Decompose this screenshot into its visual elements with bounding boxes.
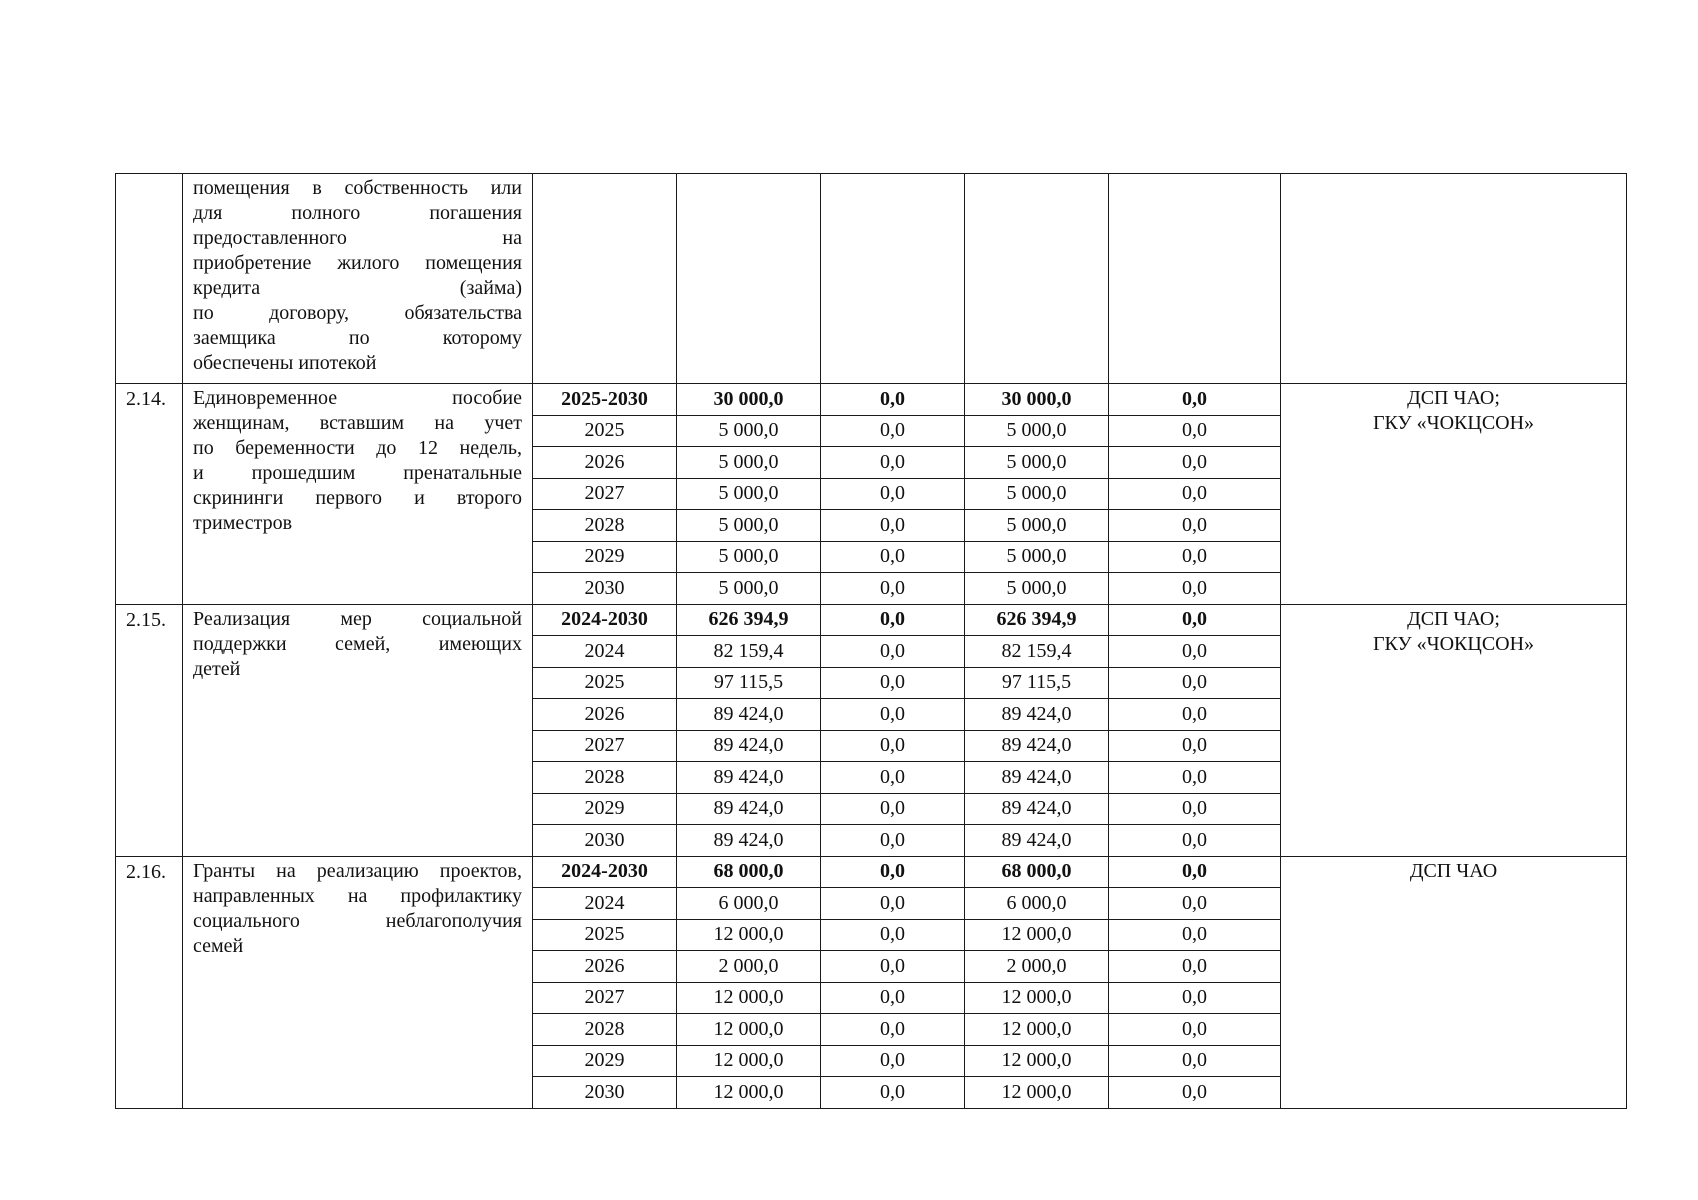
program-activities-table: [115, 173, 1627, 1109]
year-cell: 2025: [533, 667, 677, 699]
year-cell: 2029: [533, 1045, 677, 1077]
other-sources-cell: 0,0: [1109, 541, 1281, 573]
year-cell: 2029: [533, 793, 677, 825]
district-budget-cell: 626 394,9: [965, 604, 1109, 636]
year-cell: 2024-2030: [533, 604, 677, 636]
district-budget-cell: 89 424,0: [965, 793, 1109, 825]
federal-budget-cell: 0,0: [821, 573, 965, 605]
district-budget-cell: 12 000,0: [965, 919, 1109, 951]
federal-budget-cell: 0,0: [821, 825, 965, 857]
total-cell: 12 000,0: [677, 919, 821, 951]
district-budget-cell: 89 424,0: [965, 825, 1109, 857]
district-budget-cell: 12 000,0: [965, 1045, 1109, 1077]
total-cell: 30 000,0: [677, 384, 821, 416]
total-cell: 2 000,0: [677, 951, 821, 983]
other-sources-cell: 0,0: [1109, 604, 1281, 636]
other-sources-cell: 0,0: [1109, 919, 1281, 951]
district-budget-cell: 2 000,0: [965, 951, 1109, 983]
federal-budget-cell: 0,0: [821, 415, 965, 447]
federal-budget-cell: 0,0: [821, 1014, 965, 1046]
district-budget-cell: 5 000,0: [965, 573, 1109, 605]
description-line: семей: [193, 934, 244, 957]
total-cell: 12 000,0: [677, 1045, 821, 1077]
district-budget-cell: 97 115,5: [965, 667, 1109, 699]
continuation-description: [183, 174, 533, 384]
district-budget-cell: 5 000,0: [965, 510, 1109, 542]
executor-cell: [1281, 604, 1627, 856]
other-sources-cell: 0,0: [1109, 1045, 1281, 1077]
federal-budget-cell: 0,0: [821, 1045, 965, 1077]
description-line: скрининги первого и второго: [193, 487, 522, 509]
federal-budget-cell: 0,0: [821, 856, 965, 888]
year-cell: 2026: [533, 951, 677, 983]
empty-cell: [677, 174, 821, 384]
other-sources-cell: 0,0: [1109, 888, 1281, 920]
description-line: обеспечены ипотекой: [193, 352, 377, 374]
total-cell: 89 424,0: [677, 825, 821, 857]
other-sources-cell: 0,0: [1109, 478, 1281, 510]
district-budget-cell: 5 000,0: [965, 447, 1109, 479]
district-budget-cell: 89 424,0: [965, 762, 1109, 794]
federal-budget-cell: 0,0: [821, 951, 965, 983]
activity-description: [183, 604, 533, 856]
total-cell: 5 000,0: [677, 478, 821, 510]
total-cell: 89 424,0: [677, 762, 821, 794]
activity-description-text: [193, 386, 522, 536]
other-sources-cell: 0,0: [1109, 573, 1281, 605]
executor-name: ДСП ЧАО;: [1407, 387, 1500, 409]
total-cell: 97 115,5: [677, 667, 821, 699]
other-sources-cell: 0,0: [1109, 982, 1281, 1014]
description-line: приобретение жилого помещения: [193, 252, 522, 274]
district-budget-cell: 5 000,0: [965, 478, 1109, 510]
other-sources-cell: 0,0: [1109, 1077, 1281, 1109]
federal-budget-cell: 0,0: [821, 636, 965, 668]
activity-description-text: [193, 859, 522, 959]
description-line: триместров: [193, 512, 293, 534]
total-cell: 6 000,0: [677, 888, 821, 920]
year-cell: 2028: [533, 762, 677, 794]
total-cell: 5 000,0: [677, 447, 821, 479]
total-cell: 68 000,0: [677, 856, 821, 888]
federal-budget-cell: 0,0: [821, 982, 965, 1014]
other-sources-cell: 0,0: [1109, 951, 1281, 983]
executor-name: ДСП ЧАО: [1409, 859, 1498, 882]
activity-total-row: [116, 384, 1627, 416]
year-cell: 2025: [533, 415, 677, 447]
district-budget-cell: 30 000,0: [965, 384, 1109, 416]
other-sources-cell: 0,0: [1109, 667, 1281, 699]
total-cell: 89 424,0: [677, 699, 821, 731]
year-cell: 2025: [533, 919, 677, 951]
description-line: Гранты на реализацию проектов,: [193, 859, 522, 882]
year-cell: 2027: [533, 478, 677, 510]
total-cell: 5 000,0: [677, 415, 821, 447]
activity-description: [183, 856, 533, 1108]
district-budget-cell: 82 159,4: [965, 636, 1109, 668]
other-sources-cell: 0,0: [1109, 699, 1281, 731]
description-line: помещения в собственность или: [193, 177, 522, 199]
activity-description-text: [193, 607, 522, 682]
description-line: поддержки семей, имеющих: [193, 632, 522, 655]
total-cell: 89 424,0: [677, 730, 821, 762]
empty-cell: [821, 174, 965, 384]
executor-cell: [1281, 384, 1627, 605]
federal-budget-cell: 0,0: [821, 730, 965, 762]
other-sources-cell: 0,0: [1109, 415, 1281, 447]
year-cell: 2029: [533, 541, 677, 573]
empty-cell: [533, 174, 677, 384]
activity-description: [183, 384, 533, 605]
activity-total-row: [116, 856, 1627, 888]
federal-budget-cell: 0,0: [821, 793, 965, 825]
description-line: по договору, обязательства: [193, 302, 522, 324]
total-cell: 12 000,0: [677, 1077, 821, 1109]
empty-cell: [1281, 174, 1627, 384]
total-cell: 89 424,0: [677, 793, 821, 825]
other-sources-cell: 0,0: [1109, 793, 1281, 825]
year-cell: 2027: [533, 982, 677, 1014]
executor-cell: [1281, 856, 1627, 1108]
year-cell: 2027: [533, 730, 677, 762]
other-sources-cell: 0,0: [1109, 762, 1281, 794]
year-cell: 2024: [533, 636, 677, 668]
continuation-num-cell: [116, 174, 183, 384]
description-line: направленных на профилактику: [193, 884, 522, 907]
continuation-row: [116, 174, 1627, 384]
total-cell: 5 000,0: [677, 573, 821, 605]
district-budget-cell: 5 000,0: [965, 415, 1109, 447]
total-cell: 5 000,0: [677, 510, 821, 542]
federal-budget-cell: 0,0: [821, 510, 965, 542]
year-cell: 2026: [533, 447, 677, 479]
federal-budget-cell: 0,0: [821, 384, 965, 416]
executor-name: ГКУ «ЧОКЦСОН»: [1372, 632, 1535, 655]
executor-name: ДСП ЧАО;: [1407, 607, 1500, 630]
year-cell: 2025-2030: [533, 384, 677, 416]
district-budget-cell: 6 000,0: [965, 888, 1109, 920]
year-cell: 2028: [533, 1014, 677, 1046]
activity-total-row: [116, 604, 1627, 636]
year-cell: 2030: [533, 1077, 677, 1109]
table-body: [116, 174, 1627, 1109]
federal-budget-cell: 0,0: [821, 762, 965, 794]
year-cell: 2024-2030: [533, 856, 677, 888]
description-line: и прошедшим пренатальные: [193, 462, 522, 484]
description-line: заемщика по которому: [193, 327, 522, 349]
other-sources-cell: 0,0: [1109, 1014, 1281, 1046]
description-line: по беременности до 12 недель,: [193, 437, 522, 459]
description-line: предоставленного на: [193, 227, 522, 249]
description-line: женщинам, вставшим на учет: [193, 412, 522, 434]
federal-budget-cell: 0,0: [821, 919, 965, 951]
empty-cell: [965, 174, 1109, 384]
federal-budget-cell: 0,0: [821, 888, 965, 920]
other-sources-cell: 0,0: [1109, 384, 1281, 416]
federal-budget-cell: 0,0: [821, 541, 965, 573]
other-sources-cell: 0,0: [1109, 856, 1281, 888]
activity-number: 2.15.: [116, 604, 183, 856]
district-budget-cell: 12 000,0: [965, 1014, 1109, 1046]
federal-budget-cell: 0,0: [821, 478, 965, 510]
empty-cell: [1109, 174, 1281, 384]
total-cell: 12 000,0: [677, 982, 821, 1014]
total-cell: 626 394,9: [677, 604, 821, 636]
continuation-text: [193, 176, 522, 376]
year-cell: 2030: [533, 825, 677, 857]
year-cell: 2028: [533, 510, 677, 542]
total-cell: 5 000,0: [677, 541, 821, 573]
district-budget-cell: 68 000,0: [965, 856, 1109, 888]
other-sources-cell: 0,0: [1109, 636, 1281, 668]
description-line: детей: [193, 657, 241, 680]
activity-number: 2.14.: [116, 384, 183, 605]
description-line: для полного погашения: [193, 202, 522, 224]
district-budget-cell: 12 000,0: [965, 1077, 1109, 1109]
district-budget-cell: 89 424,0: [965, 730, 1109, 762]
year-cell: 2024: [533, 888, 677, 920]
federal-budget-cell: 0,0: [821, 1077, 965, 1109]
other-sources-cell: 0,0: [1109, 730, 1281, 762]
activity-number: 2.16.: [116, 856, 183, 1108]
description-line: Реализация мер социальной: [193, 607, 522, 630]
total-cell: 82 159,4: [677, 636, 821, 668]
federal-budget-cell: 0,0: [821, 699, 965, 731]
federal-budget-cell: 0,0: [821, 447, 965, 479]
district-budget-cell: 5 000,0: [965, 541, 1109, 573]
total-cell: 12 000,0: [677, 1014, 821, 1046]
description-line: кредита (займа): [193, 277, 522, 299]
executor-name: ГКУ «ЧОКЦСОН»: [1372, 412, 1535, 434]
other-sources-cell: 0,0: [1109, 825, 1281, 857]
district-budget-cell: 89 424,0: [965, 699, 1109, 731]
district-budget-cell: 12 000,0: [965, 982, 1109, 1014]
other-sources-cell: 0,0: [1109, 447, 1281, 479]
other-sources-cell: 0,0: [1109, 510, 1281, 542]
federal-budget-cell: 0,0: [821, 604, 965, 636]
description-line: социального неблагополучия: [193, 909, 522, 932]
description-line: Единовременное пособие: [193, 387, 522, 409]
year-cell: 2026: [533, 699, 677, 731]
federal-budget-cell: 0,0: [821, 667, 965, 699]
year-cell: 2030: [533, 573, 677, 605]
